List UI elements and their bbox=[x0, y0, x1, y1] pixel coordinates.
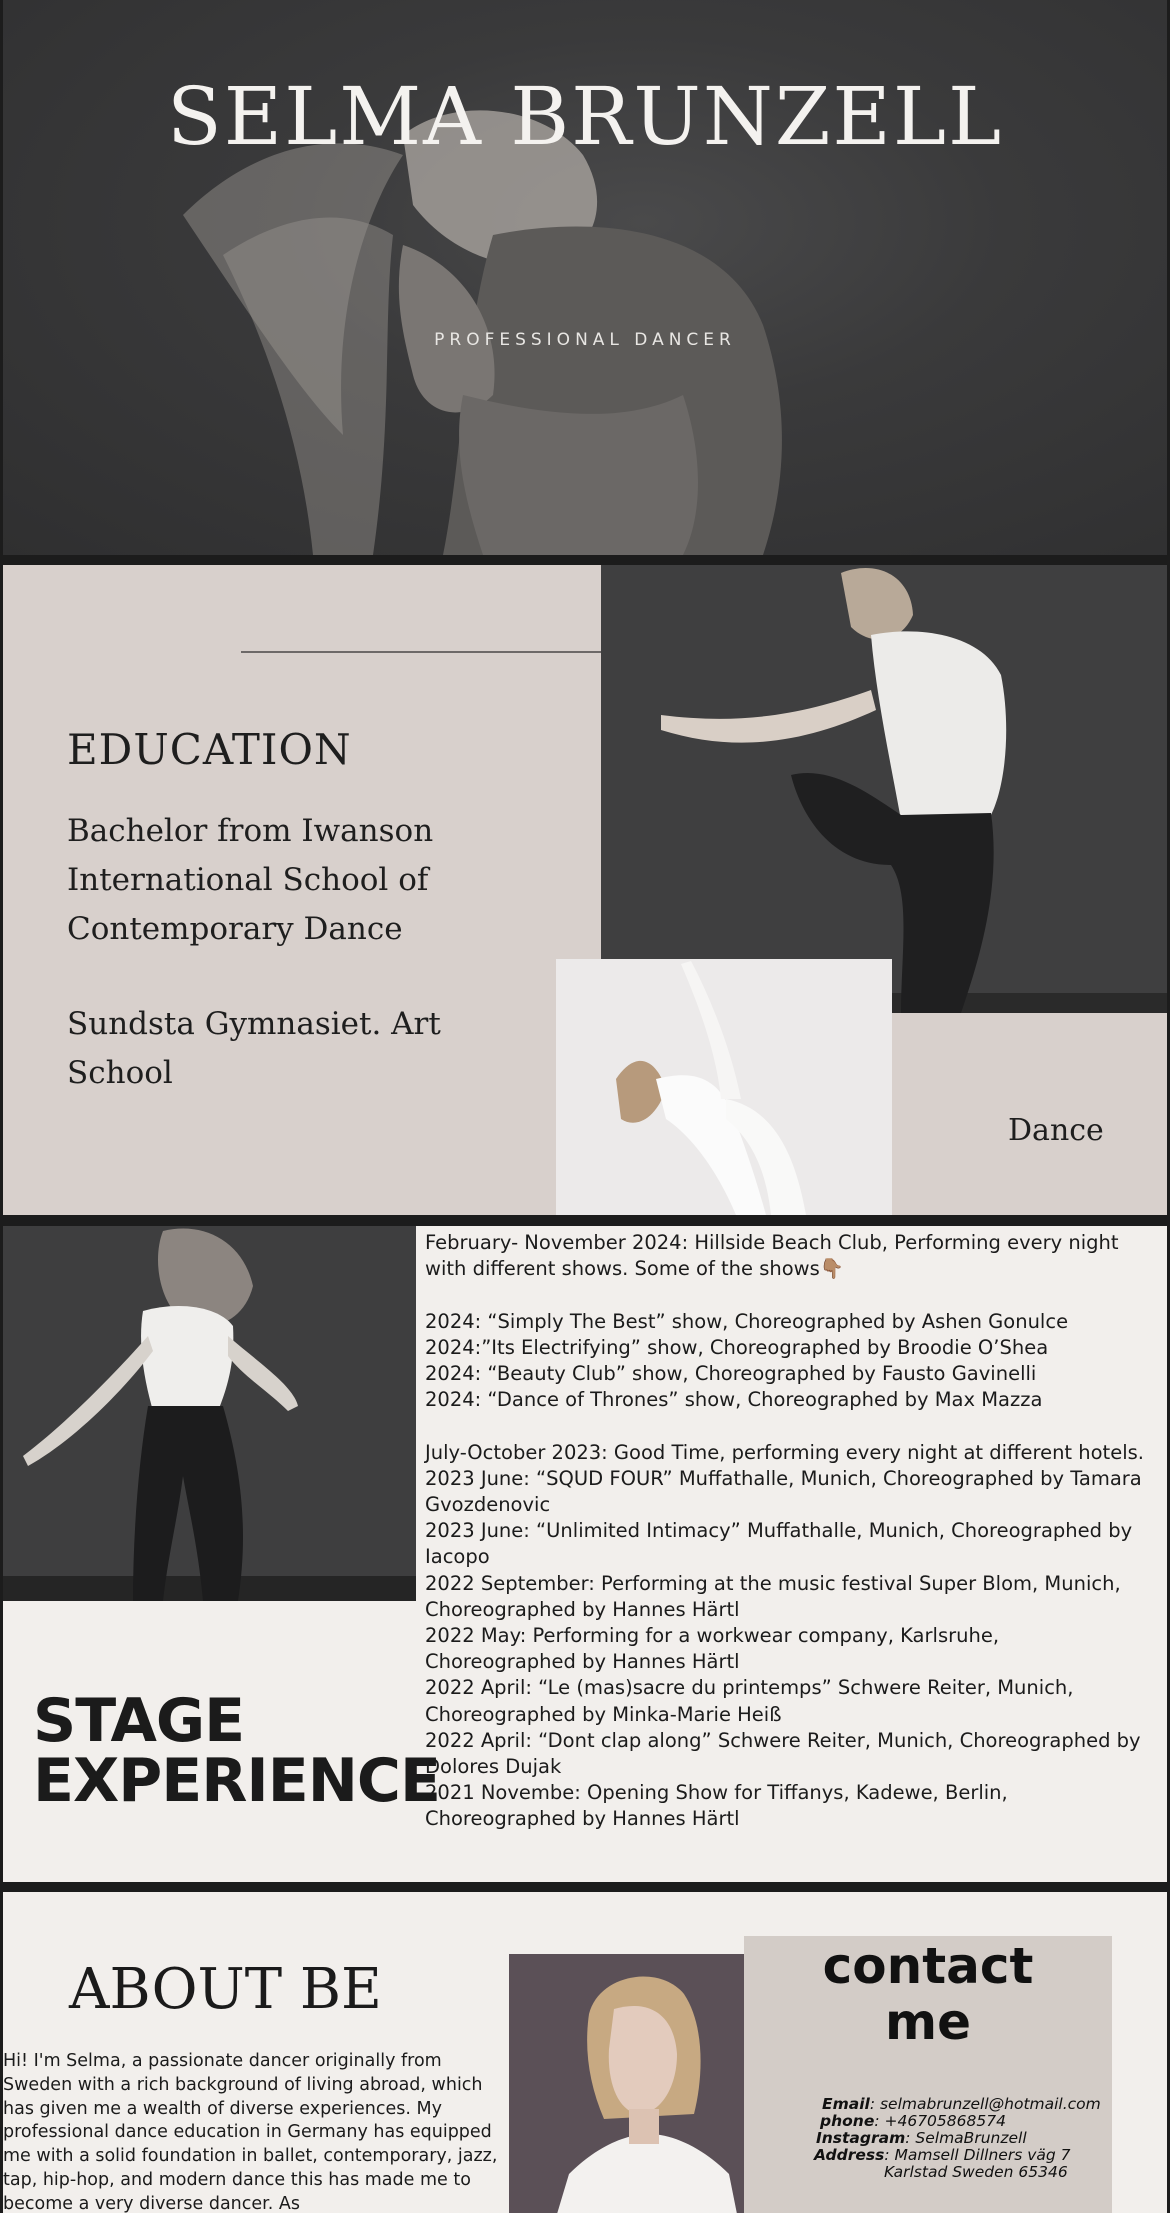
contact-title-line: me bbox=[884, 1993, 971, 2051]
about-section bbox=[3, 1892, 1167, 2213]
contact-instagram-link[interactable]: SelmaBrunzell bbox=[915, 2129, 1027, 2147]
divider-line bbox=[241, 651, 619, 653]
contact-address-label: Address bbox=[814, 2146, 885, 2164]
contact-address-row-2 bbox=[814, 2164, 1101, 2181]
stage-heading bbox=[33, 1686, 440, 1816]
stage-experience-section bbox=[3, 1226, 1167, 1882]
contact-email-label: Email bbox=[822, 2095, 870, 2113]
contact-instagram-label: Instagram bbox=[816, 2129, 906, 2147]
about-text: Hi! I'm Selma, a passionate dancer originally from Sweden with a rich background of living abroad, which has given me a wealth of diverse experiences. My professional dance education in Germany has equipped me with a solid foundation in ballet, contemporary, jazz, tap, hip-hop, and modern dance this has made me to become a very diverse dancer. As bbox=[3, 2051, 498, 2213]
education-section bbox=[3, 565, 1167, 1215]
stage-experience-list bbox=[425, 1230, 1155, 1833]
education-entry: Bachelor from Iwanson International School of Contemporary Dance bbox=[67, 813, 434, 947]
list-item: 2024: “Beauty Club” show, Choreographed by Fausto Gavinelli bbox=[425, 1362, 1037, 1385]
hero-title: SELMA BRUNZELL bbox=[166, 70, 1004, 163]
list-item: 2024:”Its Electrifying” show, Choreographed by Broodie O’Shea bbox=[425, 1335, 1049, 1359]
contact-phone-row: phone: +46705868574 bbox=[820, 2112, 1006, 2130]
dance-label: Dance bbox=[1008, 1113, 1104, 1148]
contact-email-row: Email: selmabrunzell@hotmail.com bbox=[822, 2095, 1101, 2113]
about-heading: ABOUT BE bbox=[69, 1957, 382, 2022]
hero-dancer-photo bbox=[163, 95, 943, 555]
contact-address-line: Mamsell Dillners väg 7 bbox=[894, 2146, 1071, 2164]
stage-heading-line: STAGE bbox=[33, 1686, 245, 1756]
education-entry: Sundsta Gymnasiet. Art School bbox=[67, 1006, 441, 1091]
list-spacer bbox=[425, 1413, 1155, 1439]
contact-card bbox=[744, 1936, 1112, 2213]
stage-heading-line: EXPERIENCE bbox=[33, 1746, 440, 1816]
list-item: 2022 April: “Le (mas)sacre du printemps” Schwere Reiter, Munich, Choreographed by Minka-Marie Heiß bbox=[425, 1676, 1074, 1726]
list-item: 2024: “Simply The Best” show, Choreographed by Ashen Gonulce bbox=[425, 1309, 1069, 1333]
dancer-kick-photo bbox=[601, 565, 1167, 1013]
list-item: 2021 Novembe: Opening Show for Tiffanys, Kadewe, Berlin, Choreographed by Hannes Härtl bbox=[425, 1781, 1008, 1831]
hero-subtitle: PROFESSIONAL DANCER bbox=[434, 330, 736, 350]
list-item: 2023 June: “SQUD FOUR” Muffathalle, Munich, Choreographed by Tamara Gvozdenovic bbox=[425, 1466, 1142, 1516]
contact-instagram-row: Instagram: SelmaBrunzell bbox=[816, 2129, 1027, 2147]
hero-section bbox=[3, 0, 1167, 555]
dancer-spin-photo bbox=[3, 1226, 416, 1601]
dancer-backbend-photo bbox=[556, 959, 892, 1215]
list-item: 2022 May: Performing for a workwear company, Karlsruhe, Choreographed by Hannes Härtl bbox=[425, 1624, 1000, 1674]
contact-address-line: Karlstad Sweden 65346 bbox=[884, 2163, 1068, 2181]
contact-address-row: Address: Mamsell Dillners väg 7 bbox=[814, 2146, 1071, 2164]
contact-details bbox=[814, 2096, 1101, 2181]
list-item: 2024: “Dance of Thrones” show, Choreographed by Max Mazza bbox=[425, 1388, 1043, 1412]
list-item: July-October 2023: Good Time, performing every night at different hotels. bbox=[425, 1440, 1144, 1464]
contact-phone-link[interactable]: +46705868574 bbox=[884, 2112, 1006, 2130]
list-spacer bbox=[425, 1282, 1155, 1308]
list-item: 2022 September: Performing at the music festival Super Blom, Munich, Choreographed by Hannes Härtl bbox=[425, 1571, 1121, 1621]
contact-email-link[interactable]: selmabrunzell@hotmail.com bbox=[879, 2095, 1101, 2113]
list-item: 2023 June: “Unlimited Intimacy” Muffathalle, Munich, Choreographed by Iacopo bbox=[425, 1519, 1133, 1569]
list-item: February- November 2024: Hillside Beach Club, Performing every night with different shows. Some of the shows👇🏽 bbox=[425, 1231, 1119, 1281]
contact-phone-label: phone bbox=[820, 2112, 875, 2130]
contact-title bbox=[744, 1938, 1112, 2050]
list-item: 2022 April: “Dont clap along” Schwere Reiter, Munich, Choreographed by Dolores Dujak bbox=[425, 1728, 1141, 1779]
education-heading: EDUCATION bbox=[67, 725, 352, 774]
contact-title-line: contact bbox=[822, 1937, 1034, 1995]
